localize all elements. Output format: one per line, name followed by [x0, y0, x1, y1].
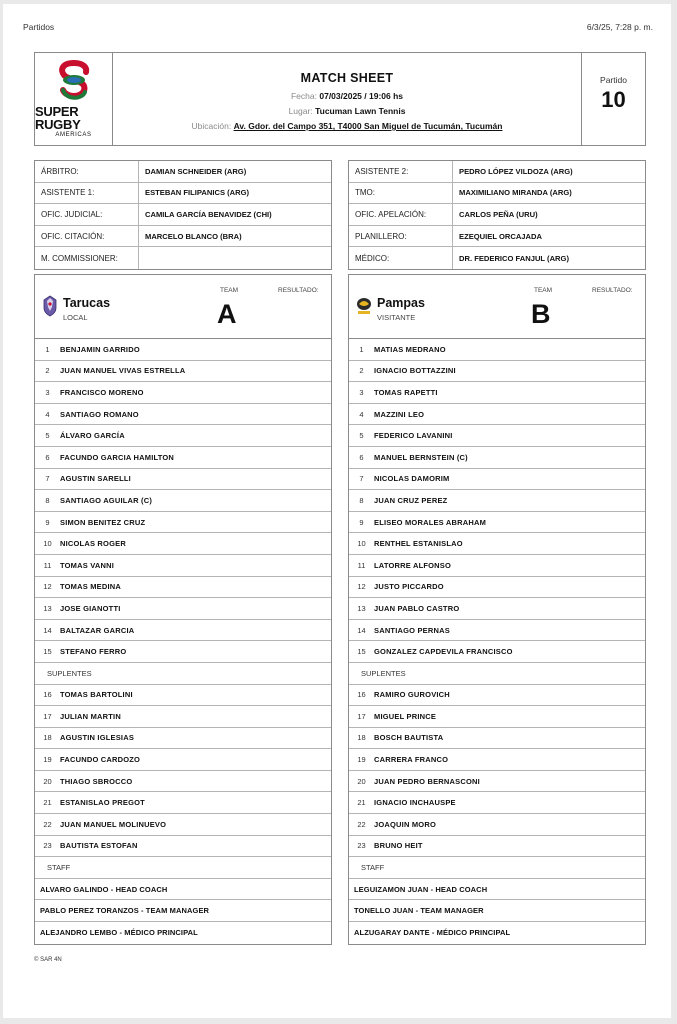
player-number: 2 [359, 366, 364, 376]
player-name: TOMAS VANNI [60, 560, 115, 570]
sub-player-row [35, 728, 331, 750]
official-name: DR. FEDERICO FANJUL (ARG) [459, 253, 569, 263]
player-name: STEFANO FERRO [60, 647, 127, 657]
print-header-title: Partidos [23, 22, 55, 32]
player-name: MAZZINI LEO [374, 409, 425, 419]
player-number: 2 [45, 366, 50, 376]
suplentes-label: SUPLENTES [349, 663, 645, 685]
player-number: 17 [357, 711, 366, 721]
official-row [349, 247, 645, 269]
player-number: 11 [357, 560, 366, 570]
team-header [349, 275, 645, 339]
officials-table-left [34, 160, 332, 270]
official-name: DAMIAN SCHNEIDER (ARG) [145, 166, 247, 176]
player-name: BALTAZAR GARCIA [60, 625, 135, 635]
team-letter: A [217, 299, 237, 329]
sub-player-row [349, 792, 645, 814]
player-row [349, 620, 645, 642]
player-number: 15 [43, 647, 52, 657]
team-table-local [34, 274, 332, 945]
official-row [349, 183, 645, 205]
player-row [349, 533, 645, 555]
player-number: 5 [45, 431, 50, 441]
player-row [35, 577, 331, 599]
official-role-label: OFIC. JUDICIAL: [35, 204, 139, 225]
player-number: 10 [43, 539, 52, 549]
player-number: 3 [359, 387, 364, 397]
staff-member: PABLO PEREZ TORANZOS - TEAM MANAGER [35, 900, 331, 922]
sub-player-row [349, 685, 645, 707]
officials-table-right [348, 160, 646, 270]
sub-player-row [349, 836, 645, 858]
player-number: 14 [43, 625, 52, 635]
footer-copyright: © SAR 4N [34, 957, 62, 963]
player-name: JUAN PEDRO BERNASCONI [374, 776, 480, 786]
player-row [35, 425, 331, 447]
team-table-visitante [348, 274, 646, 945]
player-name: GONZALEZ CAPDEVILA FRANCISCO [374, 647, 513, 657]
player-number: 12 [357, 582, 366, 592]
super-rugby-s-icon [54, 60, 94, 104]
resultado-label: RESULTADO: [278, 287, 319, 294]
super-rugby-logo [35, 53, 113, 145]
staff-member: ALZUGARAY DANTE - MÉDICO PRINCIPAL [354, 928, 511, 938]
match-info [113, 53, 581, 145]
staff-label: STAFF [349, 857, 645, 879]
player-row [35, 598, 331, 620]
sub-player-row [35, 771, 331, 793]
official-role-label: MÉDICO: [349, 247, 453, 269]
player-row [349, 577, 645, 599]
team-label: TEAM [220, 287, 239, 294]
player-name: SANTIAGO PERNAS [374, 625, 450, 635]
player-name: FACUNDO GARCIA HAMILTON [60, 452, 175, 462]
official-row [349, 161, 645, 183]
staff-label: STAFF [35, 857, 331, 879]
player-row [349, 339, 645, 361]
sub-player-row [349, 749, 645, 771]
player-number: 23 [43, 841, 52, 851]
player-number: 7 [359, 474, 364, 484]
player-row [349, 512, 645, 534]
official-role-label: M. COMMISSIONER: [35, 247, 139, 269]
player-row [35, 361, 331, 383]
official-name: MARCELO BLANCO (BRA) [145, 231, 242, 241]
player-row [35, 641, 331, 663]
player-number: 13 [43, 603, 52, 613]
player-row [35, 339, 331, 361]
player-name: JUAN CRUZ PEREZ [374, 495, 448, 505]
logo-wordmark: SUPER RUGBY [35, 104, 81, 132]
player-number: 16 [43, 690, 52, 700]
official-row [35, 247, 331, 269]
player-number: 19 [43, 755, 52, 765]
sub-player-row [35, 814, 331, 836]
match-sheet-page [3, 4, 671, 1018]
player-row [35, 620, 331, 642]
player-row [349, 598, 645, 620]
fecha-label: Fecha: [290, 91, 317, 101]
sub-player-row [349, 814, 645, 836]
player-name: MANUEL BERNSTEIN (C) [374, 452, 468, 462]
player-name: ELISEO MORALES ABRAHAM [374, 517, 487, 527]
player-name: NICOLAS DAMORIM [374, 474, 450, 484]
official-role-label: ÁRBITRO: [35, 161, 139, 182]
player-row [35, 533, 331, 555]
player-row [35, 382, 331, 404]
match-location-line [192, 119, 503, 134]
player-number: 22 [43, 819, 52, 829]
player-number: 7 [45, 474, 50, 484]
official-name: ESTEBAN FILIPANICS (ARG) [145, 188, 250, 198]
page-title: MATCH SHEET [300, 71, 394, 85]
sub-player-row [349, 706, 645, 728]
player-name: BENJAMIN GARRIDO [60, 344, 140, 354]
player-row [35, 469, 331, 491]
official-role-label: ASISTENTE 1: [35, 183, 139, 204]
partido-label: Partido [600, 75, 627, 85]
team-role: LOCAL [63, 313, 88, 322]
player-name: SANTIAGO ROMANO [60, 409, 139, 419]
official-role-label: TMO: [349, 183, 453, 204]
team-role: VISITANTE [377, 313, 416, 322]
logo-subtitle: AMERICAS [55, 132, 92, 138]
player-row [349, 382, 645, 404]
player-name: MIGUEL PRINCE [374, 711, 437, 721]
player-name: IGNACIO BOTTAZZINI [374, 366, 456, 376]
team-letter: B [531, 299, 551, 329]
player-number: 10 [357, 539, 366, 549]
player-number: 16 [357, 690, 366, 700]
ubicacion-link[interactable]: Av. Gdor. del Campo 351, T4000 San Miguel de Tucumán, Tucumán [233, 121, 503, 131]
official-name: CAMILA GARCÍA BENAVIDEZ (CHI) [145, 209, 272, 219]
player-number: 20 [357, 776, 366, 786]
player-number: 3 [45, 387, 50, 397]
ubicacion-label: Ubicación: [191, 121, 232, 131]
player-row [349, 404, 645, 426]
match-header [34, 52, 646, 146]
player-name: FEDERICO LAVANINI [374, 431, 453, 441]
resultado-label: RESULTADO: [592, 287, 633, 294]
player-row [349, 555, 645, 577]
player-name: SANTIAGO AGUILAR (C) [60, 495, 153, 505]
player-row [35, 490, 331, 512]
player-number: 11 [43, 560, 52, 570]
player-name: TOMAS BARTOLINI [60, 690, 133, 700]
staff-member: ALVARO GALINDO - HEAD COACH [35, 879, 331, 901]
official-role-label: OFIC. CITACIÓN: [35, 226, 139, 247]
player-row [349, 641, 645, 663]
player-name: JOSE GIANOTTI [60, 603, 121, 613]
player-row [349, 469, 645, 491]
player-number: 18 [357, 733, 366, 743]
player-number: 23 [357, 841, 366, 851]
player-number: 6 [45, 452, 50, 462]
player-name: BOSCH BAUTISTA [374, 733, 444, 743]
official-role-label: PLANILLERO: [349, 226, 453, 247]
player-number: 21 [43, 798, 52, 808]
official-role-label: ASISTENTE 2: [349, 161, 453, 182]
player-name: AGUSTIN IGLESIAS [60, 733, 135, 743]
player-number: 22 [357, 819, 366, 829]
player-name: JULIAN MARTIN [60, 711, 121, 721]
match-date-line [291, 89, 403, 104]
player-number: 1 [45, 344, 50, 354]
suplentes-label: SUPLENTES [35, 663, 331, 685]
player-name: JUAN MANUEL MOLINUEVO [60, 819, 167, 829]
player-name: RENTHEL ESTANISLAO [374, 539, 463, 549]
pampas-crest-icon [356, 295, 372, 317]
official-name [139, 247, 331, 269]
sub-player-row [35, 836, 331, 858]
player-name: JUSTO PICCARDO [374, 582, 444, 592]
player-name: IGNACIO INCHAUSPE [374, 798, 456, 808]
player-number: 17 [43, 711, 52, 721]
player-number: 9 [359, 517, 364, 527]
player-row [349, 425, 645, 447]
player-name: AGUSTIN SARELLI [60, 474, 131, 484]
official-name: PEDRO LÓPEZ VILDOZA (ARG) [459, 166, 573, 176]
official-row [35, 226, 331, 248]
player-row [35, 555, 331, 577]
player-name: JUAN PABLO CASTRO [374, 603, 460, 613]
player-name: SIMON BENITEZ CRUZ [60, 517, 146, 527]
player-row [35, 447, 331, 469]
player-number: 15 [357, 647, 366, 657]
player-number: 4 [359, 409, 364, 419]
official-row [35, 183, 331, 205]
staff-member: TONELLO JUAN - TEAM MANAGER [349, 900, 645, 922]
player-number: 12 [43, 582, 52, 592]
official-name: EZEQUIEL ORCAJADA [459, 231, 542, 241]
official-name: MAXIMILIANO MIRANDA (ARG) [459, 188, 572, 198]
tarucas-crest-icon [42, 295, 58, 317]
player-name: LATORRE ALFONSO [374, 560, 452, 570]
player-row [349, 490, 645, 512]
match-venue-line [289, 104, 406, 119]
print-header-datetime: 6/3/25, 7:28 p. m. [586, 22, 653, 32]
player-name: RAMIRO GUROVICH [374, 690, 450, 700]
team-label: TEAM [534, 287, 553, 294]
sub-player-row [349, 728, 645, 750]
staff-member: LEGUIZAMON JUAN - HEAD COACH [349, 879, 645, 901]
sub-player-row [35, 792, 331, 814]
player-name: FACUNDO CARDOZO [60, 755, 141, 765]
sub-player-row [349, 771, 645, 793]
player-number: 14 [357, 625, 366, 635]
player-number: 18 [43, 733, 52, 743]
player-name: FRANCISCO MORENO [60, 387, 144, 397]
player-name: NICOLAS ROGER [60, 539, 126, 549]
player-name: BAUTISTA ESTOFAN [60, 841, 138, 851]
official-row [349, 226, 645, 248]
player-number: 13 [357, 603, 366, 613]
player-name: ÁLVARO GARCÍA [60, 431, 125, 441]
player-number: 8 [359, 495, 364, 505]
player-number: 21 [357, 798, 366, 808]
player-number: 8 [45, 495, 50, 505]
lugar-label: Lugar: [288, 106, 313, 116]
sub-player-row [35, 706, 331, 728]
partido-number: 10 [601, 87, 626, 112]
player-name: CARRERA FRANCO [374, 755, 449, 765]
player-name: BRUNO HEIT [374, 841, 423, 851]
player-number: 19 [357, 755, 366, 765]
official-row [35, 204, 331, 226]
print-header [23, 22, 653, 32]
player-name: TOMAS RAPETTI [374, 387, 438, 397]
team-name: Tarucas [63, 296, 111, 310]
player-name: THIAGO SBROCCO [60, 776, 133, 786]
player-name: ESTANISLAO PREGOT [60, 798, 145, 808]
player-number: 1 [359, 344, 364, 354]
player-row [35, 404, 331, 426]
player-name: MATIAS MEDRANO [374, 344, 446, 354]
team-header [35, 275, 331, 339]
player-name: JUAN MANUEL VIVAS ESTRELLA [60, 366, 186, 376]
player-row [35, 512, 331, 534]
team-name: Pampas [377, 296, 425, 310]
lugar-value: Tucuman Lawn Tennis [315, 106, 406, 116]
staff-member: ALEJANDRO LEMBO - MÉDICO PRINCIPAL [40, 928, 198, 938]
official-role-label: OFIC. APELACIÓN: [349, 204, 453, 225]
fecha-value: 07/03/2025 / 19:06 hs [319, 91, 404, 101]
player-number: 5 [359, 431, 364, 441]
player-row [349, 361, 645, 383]
player-number: 20 [43, 776, 52, 786]
official-name: CARLOS PEÑA (URU) [459, 209, 538, 219]
player-name: TOMAS MEDINA [60, 582, 122, 592]
sub-player-row [35, 749, 331, 771]
player-number: 6 [359, 452, 364, 462]
sub-player-row [35, 685, 331, 707]
official-row [349, 204, 645, 226]
player-name: JOAQUIN MORO [374, 819, 436, 829]
player-row [349, 447, 645, 469]
match-number-box [581, 53, 645, 145]
player-number: 9 [45, 517, 50, 527]
official-row [35, 161, 331, 183]
player-number: 4 [45, 409, 50, 419]
